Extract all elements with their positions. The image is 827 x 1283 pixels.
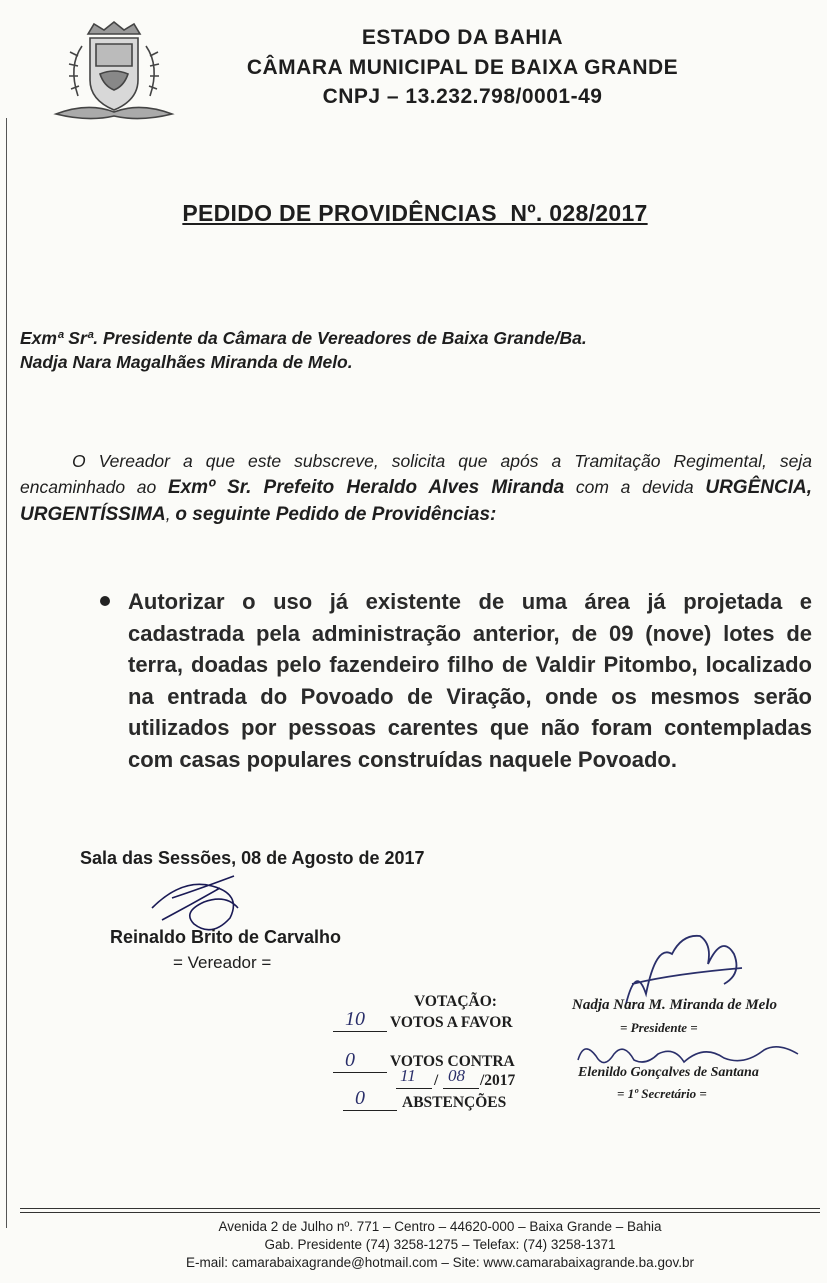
- date-month-line: [443, 1088, 479, 1089]
- page-left-border: [6, 118, 7, 1228]
- paragraph-mayor: Exmº Sr. Prefeito Heraldo Alves Miranda: [167, 477, 565, 498]
- footer-phones: Gab. Presidente (74) 3258-1275 – Telefax: (74) 3258-1371: [264, 1237, 616, 1252]
- coat-of-arms-emblem: [48, 16, 180, 126]
- footer-rule-bottom: [20, 1212, 820, 1213]
- paragraph-text-1: O Vereador a que este subscreve, solicita que após a Tramitação Regimental, seja encaminhado ao: [20, 451, 812, 497]
- paragraph-text-2: com a devida: [564, 477, 706, 497]
- secretary-role: = 1º Secretário =: [617, 1086, 707, 1101]
- vote-date-day: 11: [400, 1066, 416, 1085]
- request-paragraph: [20, 448, 812, 528]
- author-role: = Vereador =: [173, 953, 272, 972]
- addressee-line-2: Nadja Nara Magalhães Miranda de Melo.: [20, 352, 353, 372]
- contra-line: [333, 1072, 387, 1073]
- header-state: ESTADO DA BAHIA: [361, 26, 564, 49]
- footer-rule-top: [20, 1208, 820, 1209]
- date-day-line: [396, 1088, 432, 1089]
- president-name: Nadja Nara M. Miranda de Melo: [572, 997, 778, 1013]
- abst-label: ABSTENÇÕES: [402, 1094, 507, 1111]
- footer-address: Avenida 2 de Julho nº. 771 – Centro – 44620-000 – Baixa Grande – Bahia: [218, 1219, 662, 1234]
- date-separator: /: [434, 1072, 439, 1089]
- session-line: Sala das Sessões, 08 de Agosto de 2017: [80, 848, 425, 868]
- contra-label: VOTOS CONTRA: [390, 1053, 515, 1070]
- footer-contact: E-mail: camarabaixagrande@hotmail.com – Site: www.camarabaixagrande.ba.gov.br: [186, 1255, 694, 1270]
- voting-heading: VOTAÇÃO:: [414, 993, 497, 1010]
- contra-count: 0: [345, 1049, 355, 1071]
- header-cnpj: CNPJ – 13.232.798/0001-49: [322, 85, 603, 108]
- abst-count: 0: [355, 1087, 365, 1109]
- bullet-icon: [100, 596, 110, 606]
- favor-label: VOTOS A FAVOR: [390, 1014, 513, 1031]
- addressee-line-1: Exmª Srª. Presidente da Câmara de Vereadores de Baixa Grande/Ba.: [20, 328, 587, 348]
- paragraph-urgency: URGÊNCIA, URGENTÍSSIMA: [20, 477, 812, 525]
- president-role: = Presidente =: [620, 1020, 698, 1035]
- paragraph-request-label: o seguinte Pedido de Providências:: [175, 504, 497, 525]
- favor-line: [333, 1031, 387, 1032]
- secretary-name: Elenildo Gonçalves de Santana: [578, 1065, 759, 1080]
- header-chamber: CÂMARA MUNICIPAL DE BAIXA GRANDE: [246, 56, 679, 79]
- author-name: Reinaldo Brito de Carvalho: [110, 927, 342, 947]
- paragraph-text-3: ,: [165, 504, 176, 524]
- abst-line: [343, 1110, 397, 1111]
- document-title: PEDIDO DE PROVIDÊNCIAS Nº. 028/2017: [182, 200, 648, 226]
- vote-date-month: 08: [448, 1066, 465, 1085]
- request-item: Autorizar o uso já existente de uma área já projetada e cadastrada pela administração anterior, de 09 (nove) lotes de terra, doadas pelo fazendeiro filho de Valdir Pitombo, localizado na entrada do Povoado de Viração, onde os mesmos serão utilizados por pessoas carentes que não foram contempladas com casas populares construídas naquele Povoado.: [128, 589, 812, 772]
- vote-date-year: /2017: [480, 1072, 516, 1089]
- favor-count: 10: [345, 1008, 365, 1030]
